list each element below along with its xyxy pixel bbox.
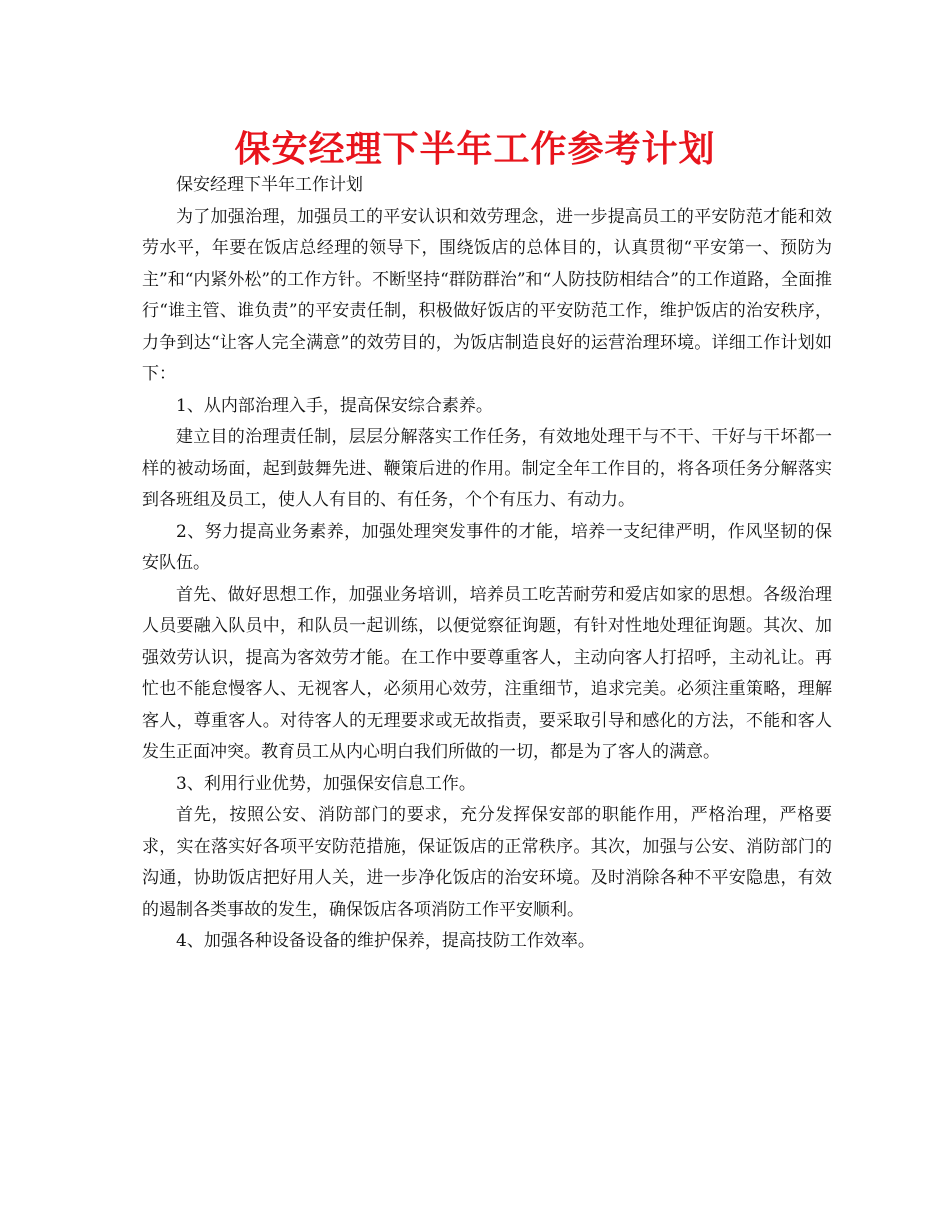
section-heading-3: 3、利用行业优势，加强保安信息工作。 (176, 773, 476, 794)
section-paragraph-3: 首先，按照公安、消防部门的要求，充分发挥保安部的职能作用，严格治理，严格要求，实在落实好各项平安防范措施，保证饭店的正常秩序。其次，加强与公安、消防部门的沟通，协助饭店把好用人关，进一步净化饭店的治安环境。及时消除各种不平安隐患，有效的遏制各类事故的发生，确保饭店各项消防工作平安顺利。 (142, 805, 832, 920)
section-paragraph-1: 建立目的治理责任制，层层分解落实工作任务，有效地处理干与不干、干好与干坏都一样的被动场面，起到鼓舞先进、鞭策后进的作用。制定全年工作目的，将各项任务分解落实到各班组及员工，使人人有目的、有任务，个个有压力、有动力。 (142, 427, 832, 510)
section-heading-1: 1、从内部治理入手，提高保安综合素养。 (176, 395, 493, 416)
document-title: 保安经理下半年工作参考计划 (234, 129, 716, 170)
subtitle-paragraph: 保安经理下半年工作计划 (176, 175, 363, 195)
section-paragraph-2: 首先、做好思想工作，加强业务培训，培养员工吃苦耐劳和爱店如家的思想。各级治理人员要融入队员中，和队员一起训练，以便觉察征询题，有针对性地处理征询题。其次、加强效劳认识，提高为客效劳才能。在工作中要尊重客人，主动向客人打招呼，主动礼让。再忙也不能怠慢客人、无视客人，必须用心效劳，注重细节，追求完美。必须注重策略，理解客人，尊重客人。对待客人的无理要求或无故指责，要采取引导和感化的方法，不能和客人发生正面冲突。教育员工从内心明白我们所做的一切，都是为了客人的满意。 (142, 584, 832, 762)
document-body (142, 170, 832, 958)
section-heading-2: 2、努力提高业务素养，加强处理突发事件的才能，培养一支纪律严明，作风坚韧的保安队伍。 (142, 521, 832, 573)
section-heading-4: 4、加强各种设备设备的维护保养，提高技防工作效率。 (176, 931, 595, 951)
intro-paragraph: 为了加强治理，加强员工的平安认识和效劳理念，进一步提高员工的平安防范才能和效劳水平，年要在饭店总经理的领导下，围绕饭店的总体目的，认真贯彻“平安第一、预防为主”和“内紧外松”的工作方针。不断坚持“群防群治”和“人防技防相结合”的工作道路，全面推行“谁主管、谁负责”的平安责任制，积极做好饭店的平安防范工作，维护饭店的治安秩序，力争到达“让客人完全满意”的效劳目的，为饭店制造良好的运营治理环境。详细工作计划如下： (142, 206, 832, 384)
